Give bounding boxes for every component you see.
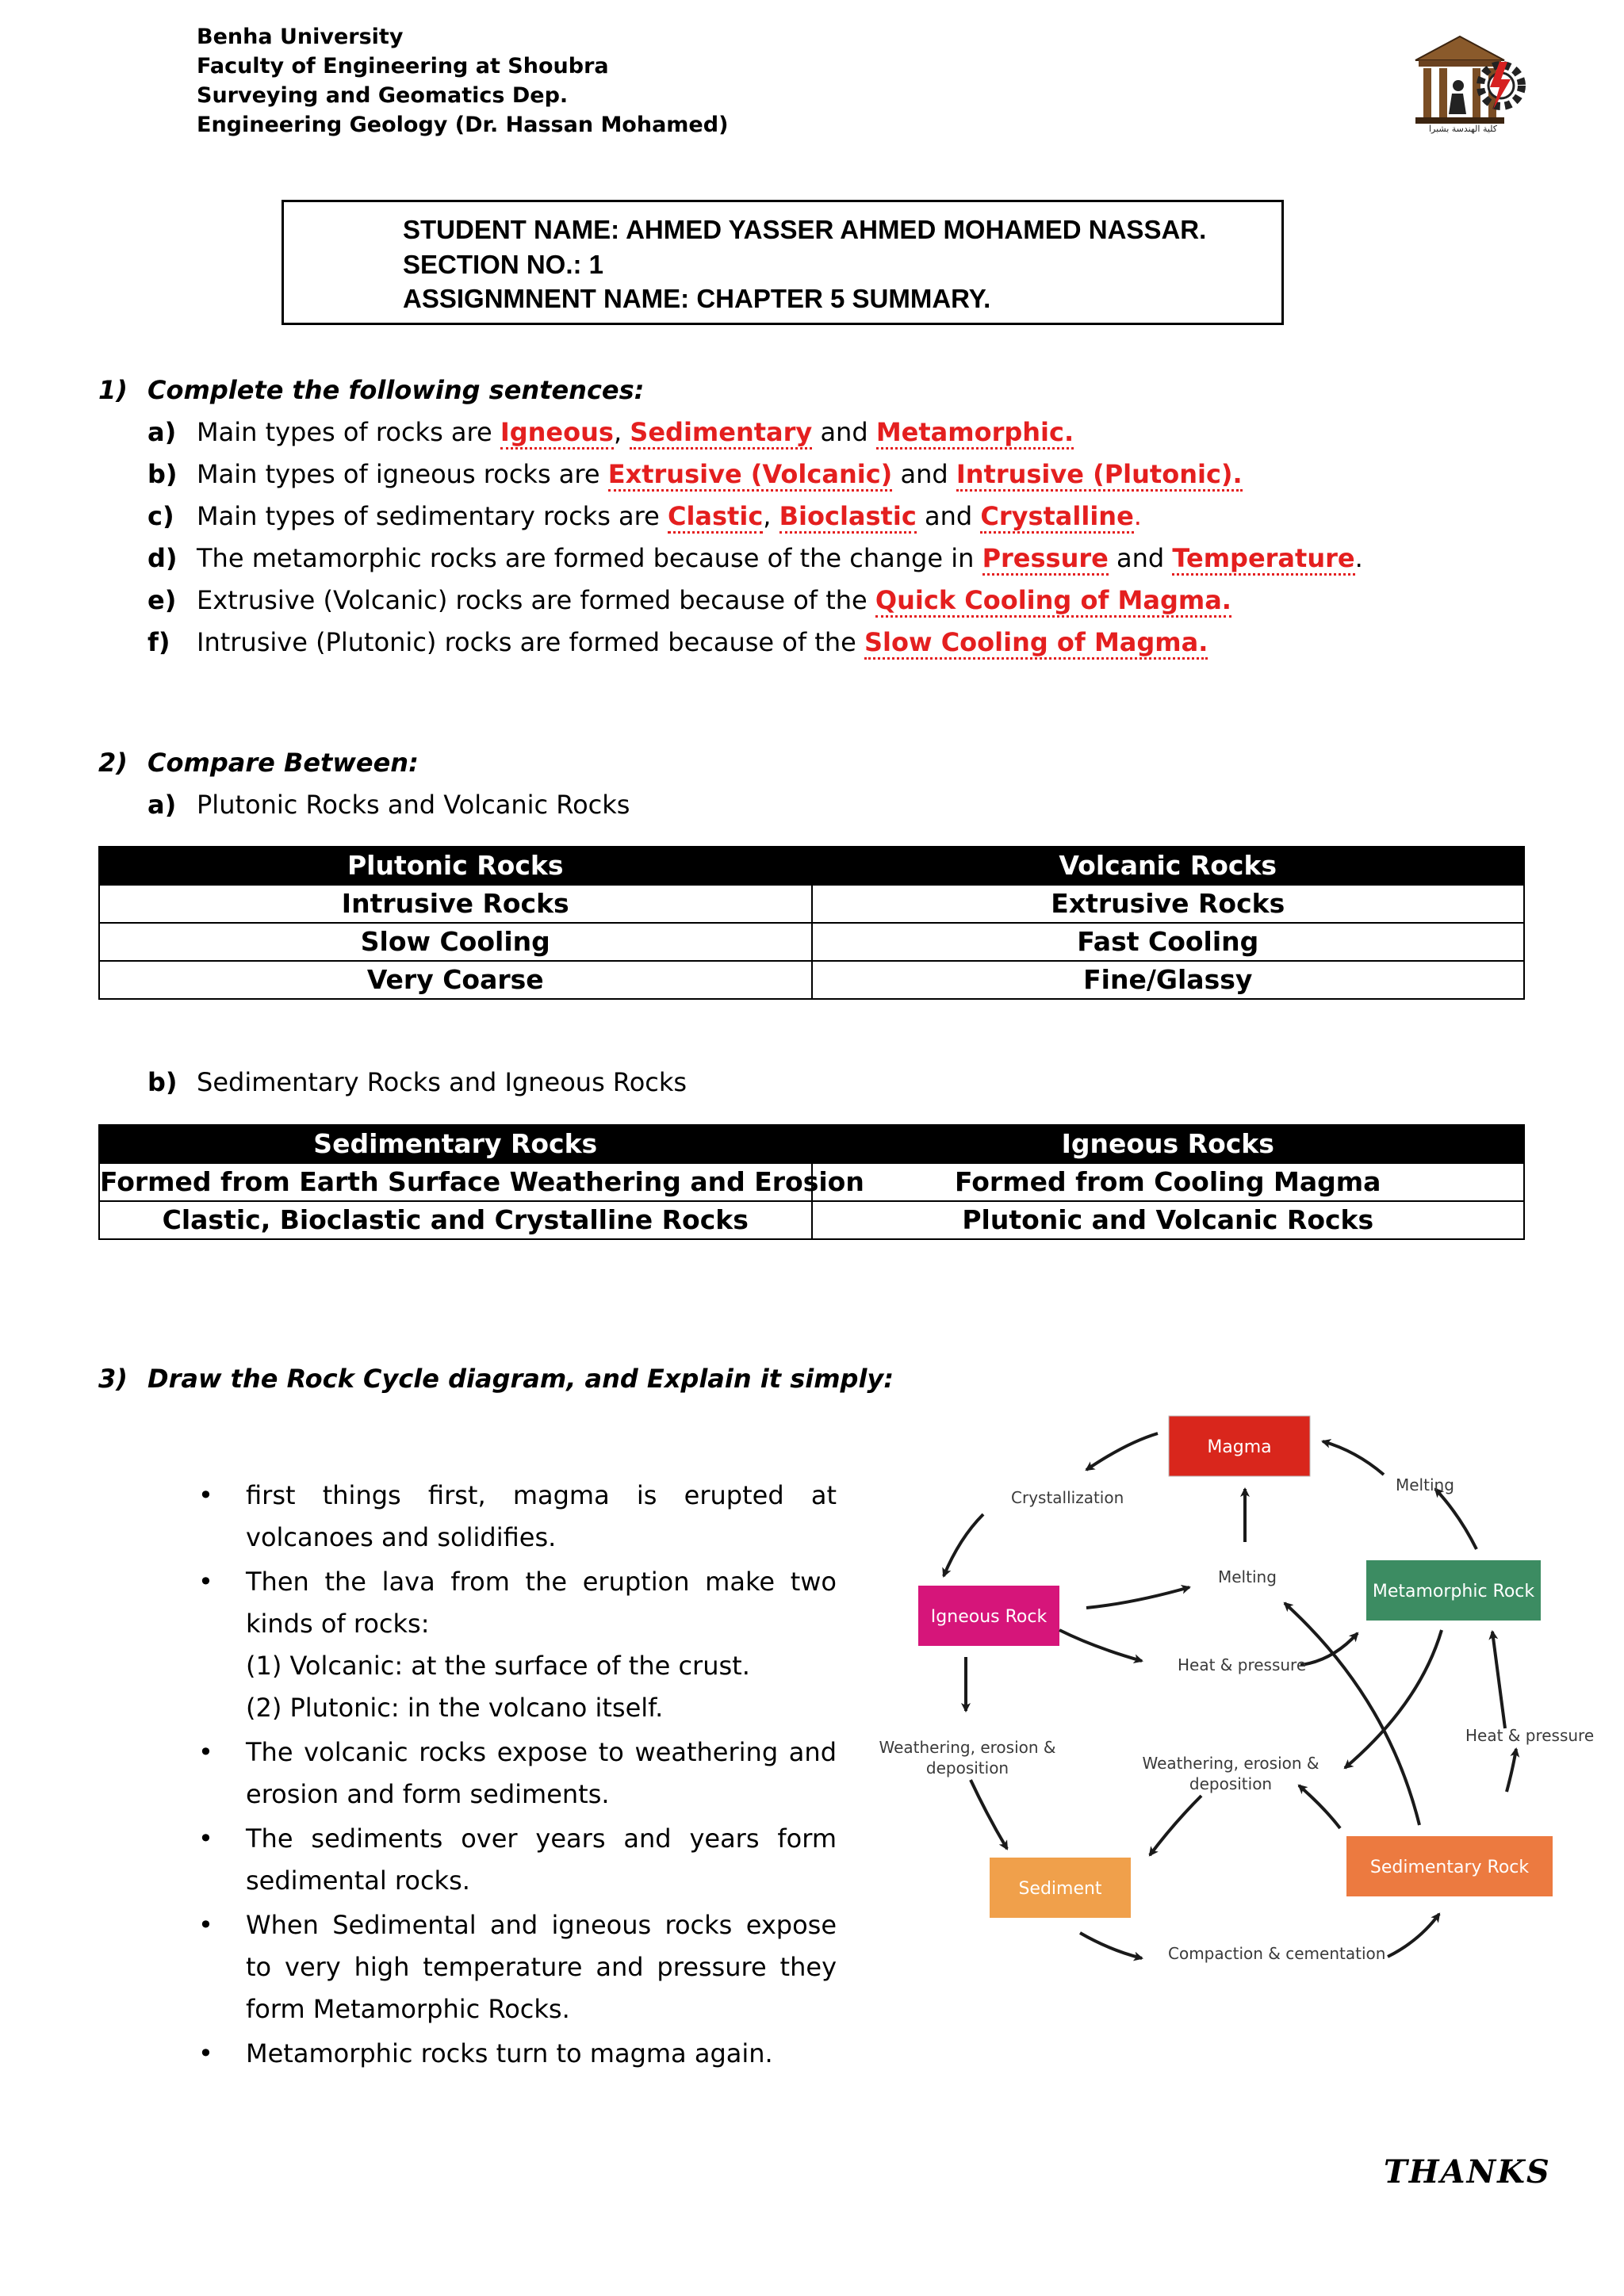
- node-metamorphic-label: Metamorphic Rock: [1372, 1582, 1535, 1601]
- explanation-bullet: • When Sedimental and igneous rocks expose to very high temperature and pressure they form Metamorphic Rocks.: [198, 1904, 837, 2030]
- sentence-text: Main types of igneous rocks are: [197, 459, 608, 489]
- faculty-name: Faculty of Engineering at Shoubra: [197, 54, 609, 78]
- arrow-weathering-center-to-sediment: [1150, 1796, 1201, 1855]
- label-crystallization: Crystallization: [1011, 1488, 1124, 1507]
- compare-b-letter: b): [147, 1067, 178, 1097]
- node-magma: [1169, 1416, 1310, 1476]
- table-cell: Very Coarse: [99, 961, 812, 999]
- question-1-number: 1): [98, 375, 128, 405]
- sentence-text: and: [892, 459, 956, 489]
- table-cell: Intrusive Rocks: [99, 885, 812, 923]
- node-magma-label: Magma: [1207, 1437, 1272, 1457]
- question-2-title: Compare Between:: [147, 748, 419, 778]
- compare-a-heading: [147, 790, 630, 820]
- answer-clastic: Clastic: [668, 501, 763, 534]
- sentence-d: [147, 543, 1363, 573]
- sentence-letter: a): [147, 417, 177, 447]
- label-heat-pressure-center: Heat & pressure: [1178, 1655, 1307, 1674]
- sentence-text: Extrusive (Volcanic) rocks are formed because of the: [197, 585, 875, 615]
- table-row: [99, 1201, 1524, 1239]
- answer-quick-cooling: Quick Cooling of Magma.: [875, 585, 1231, 618]
- label-weathering-left-1: Weathering, erosion &: [879, 1738, 1056, 1757]
- table-cell: Fast Cooling: [812, 923, 1525, 961]
- compare-a-title: Plutonic Rocks and Volcanic Rocks: [197, 790, 630, 820]
- table-cell: Formed from Cooling Magma: [812, 1163, 1525, 1201]
- answer-metamorphic: Metamorphic.: [876, 417, 1074, 450]
- question-2-heading: [98, 748, 419, 778]
- sentence-text: and: [1108, 543, 1173, 573]
- sentence-a: [147, 417, 1074, 447]
- arrow-sedimentary-to-heat-pressure-right: [1507, 1749, 1516, 1792]
- answer-sedimentary: Sedimentary: [630, 417, 812, 450]
- label-weathering-left-2: deposition: [925, 1758, 1009, 1777]
- table-cell: Formed from Earth Surface Weathering and Erosion: [99, 1163, 812, 1201]
- table-cell: Slow Cooling: [99, 923, 812, 961]
- sentence-text: Main types of sedimentary rocks are: [197, 501, 668, 531]
- sentence-letter: d): [147, 543, 178, 573]
- arrow-heat-pressure-right-to-metamorphic: [1492, 1632, 1505, 1728]
- answer-temperature: Temperature: [1172, 543, 1354, 576]
- sentence-text: .: [1133, 501, 1142, 531]
- node-igneous-label: Igneous Rock: [930, 1607, 1048, 1627]
- node-sediment-label: Sediment: [1018, 1879, 1102, 1899]
- question-1-title: Complete the following sentences:: [147, 375, 645, 405]
- sentence-text: Intrusive (Plutonic) rocks are formed because of the: [197, 627, 864, 657]
- plutonic-volcanic-table: [98, 846, 1525, 1000]
- arrow-sediment-to-compaction: [1080, 1933, 1142, 1958]
- table-header-row: [99, 847, 1524, 885]
- sentence-text: and: [916, 501, 981, 531]
- explanation-sub-item: (2) Plutonic: in the volcano itself.: [246, 1693, 664, 1723]
- table-cell: Plutonic and Volcanic Rocks: [812, 1201, 1525, 1239]
- faculty-logo: [1408, 30, 1526, 133]
- sedimentary-igneous-table: [98, 1124, 1525, 1240]
- node-igneous-rock: [918, 1586, 1059, 1646]
- assignment-line: ASSIGNMNENT NAME: CHAPTER 5 SUMMARY.: [403, 284, 991, 313]
- sentence-letter: e): [147, 585, 177, 615]
- logo-caption: كلية الهندسة بشبرا: [1428, 124, 1498, 134]
- course-name: Engineering Geology (Dr. Hassan Mohamed): [197, 113, 729, 137]
- table-cell: Fine/Glassy: [812, 961, 1525, 999]
- question-3-title: Draw the Rock Cycle diagram, and Explain it simply:: [147, 1364, 894, 1394]
- rock-cycle-diagram: [872, 1395, 1595, 1990]
- table-header-cell: Igneous Rocks: [812, 1125, 1525, 1163]
- sentence-text: ,: [613, 417, 630, 447]
- arrow-crystallization-to-igneous: [944, 1514, 983, 1576]
- table-row: [99, 1163, 1524, 1201]
- sentence-text: The metamorphic rocks are formed because of the change in: [197, 543, 982, 573]
- arrow-melting-top-to-magma: [1323, 1441, 1384, 1475]
- explanation-bullet: • The sediments over years and years form sedimental rocks.: [198, 1818, 837, 1902]
- question-3-heading: [98, 1364, 894, 1394]
- student-name-line: STUDENT NAME: AHMED YASSER AHMED MOHAMED NASSAR.: [403, 215, 1207, 244]
- arrow-compaction-to-sedimentary: [1388, 1914, 1439, 1957]
- node-metamorphic-rock: [1366, 1560, 1541, 1621]
- table-cell: Extrusive Rocks: [812, 885, 1525, 923]
- answer-igneous: Igneous: [500, 417, 614, 450]
- department-name: Surveying and Geomatics Dep.: [197, 83, 569, 108]
- table-header-row: [99, 1125, 1524, 1163]
- question-3-number: 3): [98, 1364, 128, 1394]
- answer-bioclastic: Bioclastic: [779, 501, 917, 534]
- sentence-letter: c): [147, 501, 174, 531]
- table-row: [99, 961, 1524, 999]
- question-2-number: 2): [98, 748, 128, 778]
- sentence-f: [147, 627, 1208, 657]
- rock-cycle-explanation: [198, 1475, 837, 2075]
- answer-pressure: Pressure: [982, 543, 1109, 576]
- table-row: [99, 923, 1524, 961]
- answer-intrusive: Intrusive (Plutonic).: [956, 459, 1243, 492]
- node-sediment: [990, 1858, 1131, 1918]
- label-heat-pressure-right: Heat & pressure: [1465, 1726, 1595, 1745]
- answer-slow-cooling: Slow Cooling of Magma.: [864, 627, 1208, 660]
- explanation-bullet: • Metamorphic rocks turn to magma again.: [198, 2033, 837, 2075]
- sentence-text: and: [812, 417, 876, 447]
- sentence-text: Main types of rocks are: [197, 417, 500, 447]
- sentence-letter: b): [147, 459, 178, 489]
- arrow-sedimentary-to-weathering-center: [1299, 1785, 1340, 1828]
- table-cell: Clastic, Bioclastic and Crystalline Rocks: [99, 1201, 812, 1239]
- explanation-bullet: • The volcanic rocks expose to weathering and erosion and form sediments.: [198, 1732, 837, 1816]
- label-weathering-center-2: deposition: [1189, 1774, 1273, 1793]
- arrow-metamorphic-to-magma: [1435, 1489, 1477, 1549]
- compare-b-title: Sedimentary Rocks and Igneous Rocks: [197, 1067, 688, 1097]
- sentence-c: [147, 501, 1142, 531]
- sentence-e: [147, 585, 1231, 615]
- explanation-bullet: • Then the lava from the eruption make two kinds of rocks:: [198, 1561, 837, 1645]
- label-compaction: Compaction & cementation: [1168, 1944, 1386, 1963]
- university-name: Benha University: [197, 25, 404, 49]
- label-melting-center: Melting: [1218, 1567, 1277, 1586]
- arrow-igneous-to-heat-pressure: [1059, 1630, 1142, 1661]
- sentence-text: ,: [763, 501, 779, 531]
- compare-a-letter: a): [147, 790, 177, 820]
- explanation-bullet: • first things first, magma is erupted at volcanoes and solidifies.: [198, 1475, 837, 1559]
- sentence-letter: f): [147, 627, 170, 657]
- thanks-signoff: THANKS: [1384, 2153, 1551, 2191]
- compare-b-heading: [147, 1067, 687, 1097]
- answer-extrusive: Extrusive (Volcanic): [608, 459, 893, 492]
- arrow-weathering-left-to-sediment: [971, 1780, 1007, 1849]
- arrow-igneous-to-melting: [1086, 1587, 1189, 1608]
- label-weathering-center-1: Weathering, erosion &: [1142, 1754, 1320, 1773]
- sentence-text: .: [1354, 543, 1363, 573]
- student-info-box: [282, 200, 1284, 325]
- label-melting-top: Melting: [1396, 1475, 1454, 1494]
- table-header-cell: Plutonic Rocks: [99, 847, 812, 885]
- explanation-sub-item: (1) Volcanic: at the surface of the crust.: [246, 1651, 750, 1681]
- arrow-magma-to-crystallization: [1086, 1433, 1158, 1470]
- section-line: SECTION NO.: 1: [403, 250, 604, 279]
- answer-crystalline: Crystalline: [980, 501, 1133, 534]
- node-sedimentary-label: Sedimentary Rock: [1369, 1858, 1530, 1877]
- table-row: [99, 885, 1524, 923]
- table-header-cell: Volcanic Rocks: [812, 847, 1525, 885]
- sentence-b: [147, 459, 1243, 489]
- table-header-cell: Sedimentary Rocks: [99, 1125, 812, 1163]
- question-1-heading: [98, 375, 644, 405]
- node-sedimentary-rock: [1346, 1836, 1553, 1896]
